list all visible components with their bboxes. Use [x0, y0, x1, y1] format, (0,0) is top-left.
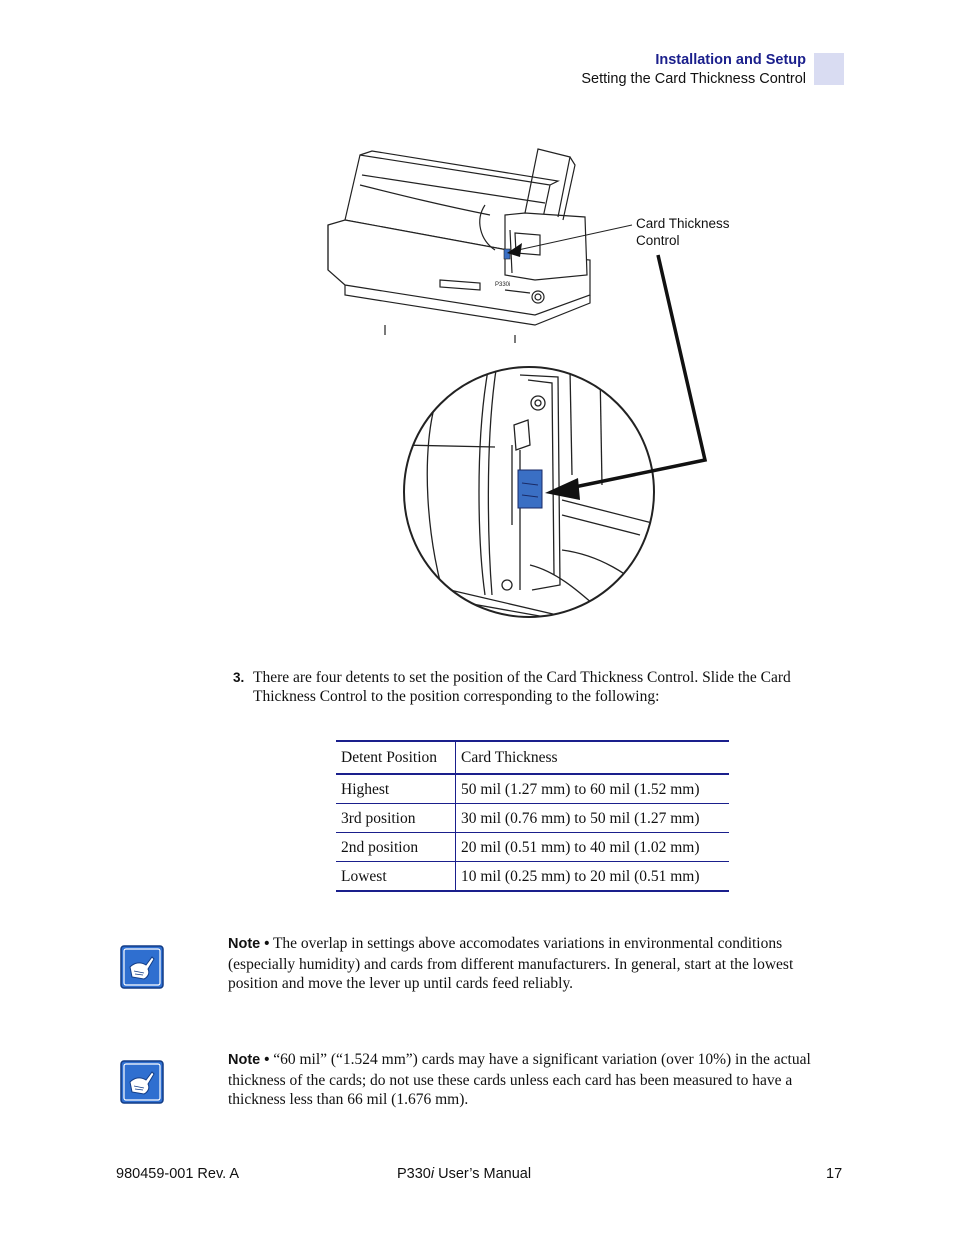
- table-header-row: [336, 741, 729, 774]
- card-thickness-control-highlight: [518, 470, 542, 508]
- footer-doc-number: 980459-001 Rev. A: [116, 1166, 240, 1182]
- manual-suffix: User’s Manual: [434, 1166, 532, 1182]
- header-tab-marker: [814, 53, 844, 85]
- callout-line1: Card Thickness: [636, 216, 730, 231]
- manual-prefix: P330: [397, 1166, 431, 1182]
- printer-model-label: P330i: [495, 282, 511, 288]
- footer-page-number: 17: [826, 1166, 843, 1182]
- note-paragraph: [228, 934, 833, 994]
- subsection-title: Setting the Card Thickness Control: [581, 71, 806, 87]
- table-cell: 50 mil (1.27 mm) to 60 mil (1.52 mm): [456, 774, 730, 804]
- note-label: Note •: [228, 1052, 270, 1068]
- manual-italic: i: [430, 1166, 435, 1182]
- table-cell: Highest: [336, 774, 456, 804]
- note-icon: [120, 1060, 164, 1104]
- note-text: The overlap in settings above accomodates variations in environmental conditions (especially humidity) and cards from different manufacturers. In general, start at the lowest position and move the lever up until cards feed reliably.: [228, 935, 794, 992]
- table-row: [336, 774, 729, 804]
- table-header-cell: Card Thickness: [456, 741, 730, 774]
- step-text: There are four detents to set the position of the Card Thickness Control. Slide the Card Thickness Control to the position corresponding to the following:: [253, 669, 791, 705]
- table-header-cell: Detent Position: [336, 741, 456, 774]
- table-cell: 2nd position: [336, 833, 456, 862]
- table-cell: Lowest: [336, 862, 456, 892]
- table-cell: 30 mil (0.76 mm) to 50 mil (1.27 mm): [456, 804, 730, 833]
- figure-callout-label: [636, 215, 756, 249]
- table-row: [336, 862, 729, 892]
- section-title: Installation and Setup: [655, 52, 806, 68]
- note-icon: [120, 945, 164, 989]
- table-cell: 20 mil (0.51 mm) to 40 mil (1.02 mm): [456, 833, 730, 862]
- table-row: [336, 833, 729, 862]
- note-text: “60 mil” (“1.524 mm”) cards may have a significant variation (over 10%) in the actual thickness of the cards; do not use these cards unless each card has been measured to have a thickness less than 66 mil (1.676 mm).: [228, 1051, 811, 1108]
- step-number: 3.: [233, 670, 245, 685]
- note-paragraph: [228, 1050, 833, 1110]
- detent-position-table: [336, 740, 729, 892]
- instruction-step: [233, 668, 833, 706]
- table-row: [336, 804, 729, 833]
- table-cell: 3rd position: [336, 804, 456, 833]
- footer-manual-title: [397, 1166, 531, 1182]
- note-label: Note •: [228, 936, 270, 952]
- table-cell: 10 mil (0.25 mm) to 20 mil (0.51 mm): [456, 862, 730, 892]
- callout-line2: Control: [636, 233, 680, 248]
